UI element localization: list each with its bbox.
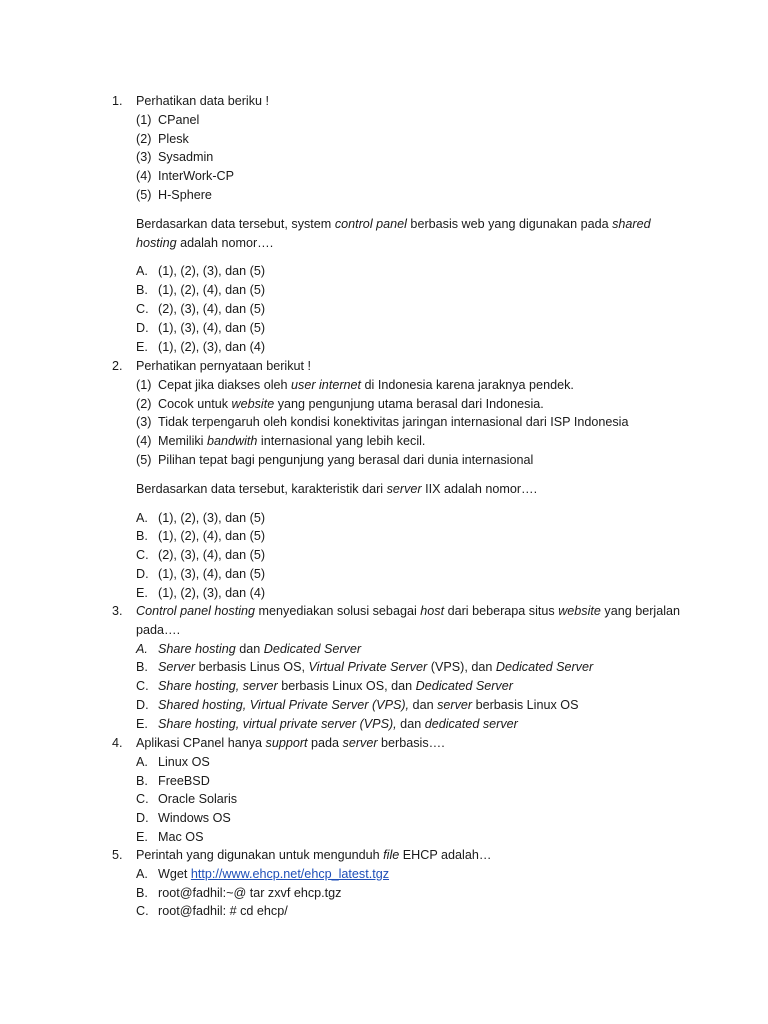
option-text: (2), (3), (4), dan (5) <box>158 548 266 563</box>
option-b[interactable] <box>136 527 692 546</box>
option-text: (1), (2), (3), dan (5) <box>158 264 266 279</box>
option-italic: dedicated server <box>424 716 518 731</box>
question-number: 4. <box>112 736 123 750</box>
item-label: (1) <box>136 377 152 392</box>
para-text: adalah nomor…. <box>176 235 274 250</box>
option-text: (VPS), dan <box>427 660 496 675</box>
list-item <box>136 376 692 395</box>
list-item <box>136 167 692 186</box>
option-a[interactable] <box>136 865 692 884</box>
para-text: Berdasarkan data tersebut, system <box>136 216 335 231</box>
item-label: (5) <box>136 187 152 202</box>
item-text: Sysadmin <box>158 150 214 165</box>
option-c[interactable] <box>136 677 692 696</box>
para-italic: server <box>386 481 422 496</box>
option-italic: server <box>437 697 473 712</box>
question-number: 1. <box>112 94 123 108</box>
option-d[interactable] <box>136 319 692 338</box>
option-text: root@fadhil: # cd ehcp/ <box>158 904 288 919</box>
prompt-text: Perintah yang digunakan untuk mengunduh <box>136 848 384 862</box>
question-3-prompt <box>112 602 696 640</box>
option-text: Windows OS <box>158 811 231 826</box>
question-number: 5. <box>112 848 123 862</box>
option-label: D. <box>136 811 149 826</box>
option-text: dan <box>409 697 438 712</box>
option-text: (1), (2), (3), dan (5) <box>158 510 266 525</box>
item-text: internasional yang lebih kecil. <box>257 434 426 449</box>
option-label: B. <box>136 885 148 900</box>
question-2-items <box>112 376 692 470</box>
prompt-italic: support <box>265 736 308 750</box>
question-5 <box>112 846 692 921</box>
option-d[interactable] <box>136 565 692 584</box>
question-4-prompt <box>112 734 692 753</box>
option-italic: Dedicated Server <box>415 679 513 694</box>
option-label: B. <box>136 529 148 544</box>
item-text: CPanel <box>158 112 200 127</box>
question-2 <box>112 357 692 603</box>
item-text: di Indonesia karena jaraknya pendek. <box>361 377 574 392</box>
option-text: Linux OS <box>158 754 210 769</box>
option-label: A. <box>136 510 148 525</box>
question-3-options <box>112 640 692 734</box>
option-label: C. <box>136 301 149 316</box>
option-b[interactable] <box>136 884 692 903</box>
option-label: B. <box>136 283 148 298</box>
option-text: (2), (3), (4), dan (5) <box>158 301 266 316</box>
option-label: A. <box>136 866 148 881</box>
question-5-prompt <box>112 846 692 865</box>
item-text: H-Sphere <box>158 187 212 202</box>
item-label: (2) <box>136 131 152 146</box>
question-4 <box>112 734 692 847</box>
question-number: 2. <box>112 359 123 373</box>
option-e[interactable] <box>136 584 692 603</box>
ehcp-download-link[interactable]: http://www.ehcp.net/ehcp_latest.tgz <box>190 866 390 881</box>
option-label: B. <box>136 773 148 788</box>
option-text: (1), (3), (4), dan (5) <box>158 566 266 581</box>
option-text: dan <box>396 716 425 731</box>
option-italic: Share hosting <box>158 641 236 656</box>
question-3 <box>112 602 692 734</box>
option-label: C. <box>136 792 149 807</box>
item-label: (4) <box>136 434 152 449</box>
item-text: yang pengunjung utama berasal dari Indonesia. <box>274 396 544 411</box>
prompt-text: berbasis…. <box>377 736 445 750</box>
option-italic: Dedicated Server <box>263 641 362 656</box>
option-italic: Server <box>158 660 196 675</box>
list-item <box>136 413 692 432</box>
question-2-prompt <box>112 357 692 376</box>
question-2-options <box>112 509 692 603</box>
question-2-paragraph <box>112 480 666 499</box>
list-item <box>136 111 692 130</box>
prompt-text: Aplikasi CPanel hanya <box>136 736 266 750</box>
item-label: (1) <box>136 112 152 127</box>
item-label: (4) <box>136 169 152 184</box>
prompt-text: Perhatikan data beriku ! <box>136 94 270 108</box>
option-b[interactable] <box>136 658 692 677</box>
option-a[interactable] <box>136 753 692 772</box>
item-text: InterWork-CP <box>158 169 235 184</box>
list-item <box>136 186 692 205</box>
list-item <box>136 130 692 149</box>
option-text: root@fadhil:~@ tar zxvf ehcp.tgz <box>158 885 342 900</box>
option-text: (1), (2), (3), dan (4) <box>158 339 266 354</box>
option-italic: Shared hosting, Virtual Private Server (VPS), <box>158 697 410 712</box>
prompt-text: dari beberapa situs <box>444 604 559 618</box>
option-label: E. <box>136 716 148 731</box>
option-b[interactable] <box>136 281 692 300</box>
option-label: D. <box>136 697 149 712</box>
option-c[interactable] <box>136 546 692 565</box>
option-label: E. <box>136 829 148 844</box>
option-e[interactable] <box>136 338 692 357</box>
option-text: (1), (2), (4), dan (5) <box>158 529 266 544</box>
prompt-italic: server <box>342 736 378 750</box>
question-1-options <box>112 262 692 356</box>
option-text: FreeBSD <box>158 773 210 788</box>
item-italic: bandwith <box>206 434 258 449</box>
option-label: B. <box>136 660 148 675</box>
option-text: berbasis Linux OS <box>472 697 579 712</box>
item-text: Cocok untuk <box>158 396 232 411</box>
prompt-text: menyediakan solusi sebagai <box>255 604 421 618</box>
option-label: D. <box>136 566 149 581</box>
item-italic: website <box>231 396 275 411</box>
option-b[interactable] <box>136 772 692 791</box>
question-1 <box>112 92 692 356</box>
question-1-prompt <box>112 92 692 111</box>
option-a[interactable] <box>136 509 692 528</box>
option-italic: Share hosting, server <box>158 679 278 694</box>
prompt-italic: host <box>420 604 445 618</box>
option-label: E. <box>136 339 148 354</box>
option-a[interactable] <box>136 640 692 659</box>
list-item <box>136 451 692 470</box>
option-c[interactable] <box>136 790 692 809</box>
option-italic: Share hosting, virtual private server (VPS), <box>158 716 397 731</box>
question-5-options <box>112 865 692 921</box>
item-text: Tidak terpengaruh oleh kondisi konektivitas jaringan internasional dari ISP Indonesia <box>158 415 629 430</box>
option-d[interactable] <box>136 809 692 828</box>
prompt-italic: website <box>558 604 601 618</box>
option-label: A. <box>136 641 148 656</box>
option-text: berbasis Linux OS, dan <box>277 679 416 694</box>
para-text: berbasis web yang digunakan pada <box>406 216 613 231</box>
option-text: Oracle Solaris <box>158 792 238 807</box>
item-text: Plesk <box>158 131 189 146</box>
item-italic: user internet <box>291 377 362 392</box>
para-italic: control panel <box>334 216 407 231</box>
prompt-italic: Control panel hosting <box>136 604 256 618</box>
prompt-text: Perhatikan pernyataan berikut ! <box>136 359 312 373</box>
option-c[interactable] <box>136 300 692 319</box>
option-text: Wget <box>158 866 191 881</box>
option-e[interactable] <box>136 715 692 734</box>
option-label: C. <box>136 904 149 919</box>
option-label: D. <box>136 320 149 335</box>
option-e[interactable] <box>136 828 692 847</box>
prompt-italic: file <box>383 848 400 862</box>
list-item <box>136 148 692 167</box>
option-label: C. <box>136 548 149 563</box>
option-a[interactable] <box>136 262 692 281</box>
prompt-text: EHCP adalah… <box>399 848 492 862</box>
option-text: (1), (2), (4), dan (5) <box>158 283 266 298</box>
item-text: Cepat jika diakses oleh <box>158 377 292 392</box>
option-text: dan <box>235 641 264 656</box>
option-label: C. <box>136 679 149 694</box>
item-label: (3) <box>136 415 152 430</box>
option-italic: Dedicated Server <box>495 660 594 675</box>
question-1-paragraph <box>112 215 666 253</box>
item-text: Pilihan tepat bagi pengunjung yang berasal dari dunia internasional <box>158 452 534 467</box>
item-label: (3) <box>136 150 152 165</box>
item-label: (5) <box>136 452 152 467</box>
option-label: A. <box>136 754 148 769</box>
item-text: Memiliki <box>158 434 207 449</box>
option-label: A. <box>136 264 148 279</box>
option-c[interactable] <box>136 902 692 921</box>
question-1-items <box>112 111 692 205</box>
para-text: IIX adalah nomor…. <box>421 481 538 496</box>
para-text: Berdasarkan data tersebut, karakteristik dari <box>136 481 387 496</box>
option-label: E. <box>136 585 148 600</box>
option-italic: Virtual Private Server <box>308 660 428 675</box>
prompt-text: yang berjalan pada…. <box>136 604 681 637</box>
option-d[interactable] <box>136 696 692 715</box>
option-text: (1), (2), (3), dan (4) <box>158 585 266 600</box>
para-italic: shared hosting <box>136 216 651 250</box>
list-item <box>136 395 692 414</box>
question-4-options <box>112 753 692 847</box>
prompt-text: pada <box>307 736 343 750</box>
option-text: Mac OS <box>158 829 204 844</box>
option-text: (1), (3), (4), dan (5) <box>158 320 266 335</box>
option-text: berbasis Linus OS, <box>195 660 309 675</box>
question-number: 3. <box>112 604 123 618</box>
item-label: (2) <box>136 396 152 411</box>
list-item <box>136 432 692 451</box>
